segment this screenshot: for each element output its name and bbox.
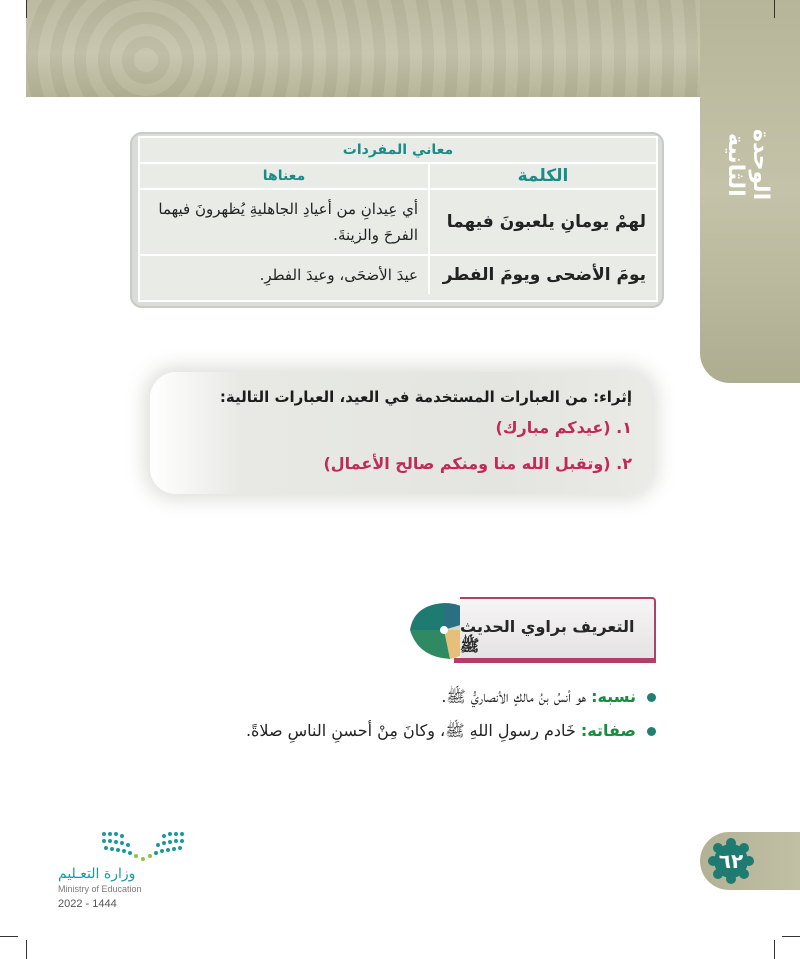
header-word: الكلمة xyxy=(429,164,656,189)
vocab-meaning: أي عِيدانِ من أعيادِ الجاهليةِ يُظهرونَ فيهما الفرحَ والزينةَ. xyxy=(140,189,429,255)
narrator-underline xyxy=(454,658,656,663)
item-key: نسبه: xyxy=(591,687,636,706)
enrichment-box xyxy=(150,372,652,494)
enrichment-item: ٢. (وتقبل الله منا ومنكم صالح الأعمال) xyxy=(323,454,632,473)
logo-year-text: 2022 - 1444 xyxy=(58,898,117,910)
unit-label: الوحدة الثانية xyxy=(723,129,773,201)
logo-english-text: Ministry of Education xyxy=(58,884,142,894)
list-item xyxy=(136,680,656,714)
crop-mark xyxy=(26,0,27,18)
logo-arabic-text: وزارة التعـليم xyxy=(58,866,136,882)
narrator-list xyxy=(136,680,656,748)
bullet-icon xyxy=(647,727,656,736)
page-number: ٦٢ xyxy=(718,849,744,873)
vocab-word: لهمْ يومانِ يلعبونَ فيهما xyxy=(429,189,656,255)
crop-mark xyxy=(774,0,775,18)
table-row xyxy=(140,189,656,255)
vocab-meaning: عيدَ الأضحَى، وعيدَ الفطرِ. xyxy=(140,255,429,294)
vocab-caption: معاني المفردات xyxy=(140,138,656,164)
narrator-tab xyxy=(460,597,656,663)
ministry-logo xyxy=(50,820,200,920)
item-key: صفاته: xyxy=(580,721,636,740)
page-number-wrap xyxy=(706,836,756,886)
bullet-icon xyxy=(647,693,656,702)
narrator-heading xyxy=(404,597,656,663)
crop-mark xyxy=(782,936,800,937)
header-meaning: معناها xyxy=(140,164,429,189)
vocab-word: يومَ الأضحى ويومَ الفطر xyxy=(429,255,656,294)
narrator-heading-text: التعريف براوي الحديث ﷺ xyxy=(460,617,635,655)
crop-mark xyxy=(0,936,18,937)
logo-dots-icon xyxy=(98,828,188,864)
crop-mark xyxy=(774,940,775,959)
item-text: خَادم رسولِ اللهِ ﷺ، وكانَ مِنْ أحسنِ الناسِ صلاةً. xyxy=(245,721,581,740)
table-row xyxy=(140,255,656,294)
enrichment-intro: إثراء: من العبارات المستخدمة في العيد، العبارات التالية: xyxy=(219,388,632,406)
item-text: هو أنسُ بنُ مالكٍ الأنصاريُّ ﷺ. xyxy=(441,687,592,706)
list-item xyxy=(136,714,656,748)
vocab-table xyxy=(138,136,658,302)
band-pattern xyxy=(26,0,716,97)
enrichment-item: ١. (عيدكم مبارك) xyxy=(495,418,632,437)
crop-mark xyxy=(26,940,27,959)
